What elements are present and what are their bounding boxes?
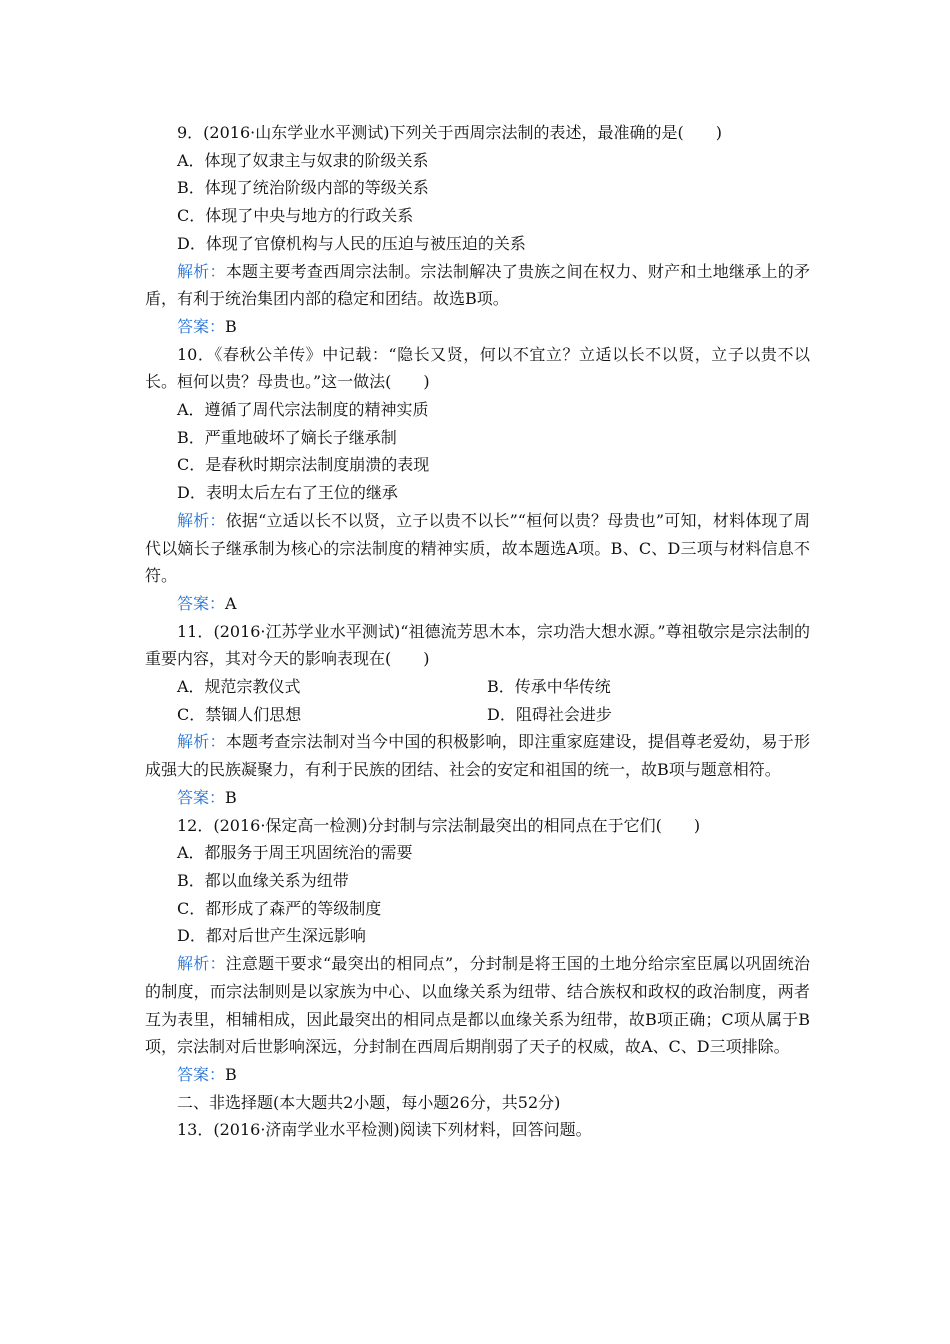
option-c: C．禁锢人们思想: [177, 704, 302, 724]
answer: [145, 313, 810, 341]
analysis-text: 本题主要考查西周宗法制。宗法制解决了贵族之间在权力、财产和土地继承上的矛盾，有利于统治集团内部的稳定和团结。故选B项。: [145, 261, 810, 309]
section-heading: 二、非选择题(本大题共2小题，每小题26分，共52分): [177, 1092, 561, 1112]
option-d: D．体现了官僚机构与人民的压迫与被压迫的关系: [177, 233, 526, 253]
answer-label: 答案：: [177, 787, 226, 807]
option-c: C．都形成了森严的等级制度: [177, 898, 382, 918]
document-page: [145, 119, 810, 1144]
option-d: D．阻碍社会进步: [487, 704, 612, 724]
answer-value: B: [225, 1064, 237, 1084]
option-a: A．都服务于周王巩固统治的需要: [177, 843, 413, 863]
analysis-label: 解析：: [177, 732, 226, 752]
option-b: B．都以血缘关系为纽带: [177, 870, 349, 890]
analysis-label: 解析：: [177, 261, 226, 281]
option-c: C．是春秋时期宗法制度崩溃的表现: [177, 455, 430, 475]
option-d: D．都对后世产生深远影响: [177, 926, 366, 946]
analysis: [145, 728, 810, 783]
analysis: [145, 950, 810, 1061]
option-row: [145, 673, 810, 701]
analysis-text: 注意题干要求“最突出的相同点”，分封制是将王国的土地分给宗室臣属以巩固统治的制度，而宗法制则是以家族为中心、以血缘关系为纽带、结合族权和政权的政治制度，两者互为表里，相辅相成，因此最突出的相同点是都以血缘关系为纽带，故B项正确；C项从属于B项，宗法制对后世影响深远，分封制在西周后期削弱了天子的权威，故A、C、D三项排除。: [145, 954, 810, 1057]
answer-label: 答案：: [177, 593, 226, 613]
question-9: [145, 119, 810, 341]
analysis: [145, 258, 810, 313]
answer-value: A: [225, 593, 237, 613]
question-13-stem: 13．(2016·济南学业水平检测)阅读下列材料，回答问题。: [177, 1120, 592, 1140]
option-a: A．体现了奴隶主与奴隶的阶级关系: [177, 150, 429, 170]
option-b: B．传承中华传统: [487, 677, 611, 697]
answer: [145, 784, 810, 812]
analysis-label: 解析：: [177, 954, 226, 974]
option-b: B．严重地破坏了嫡长子继承制: [177, 427, 397, 447]
question-11: [145, 618, 810, 812]
answer: [145, 590, 810, 618]
option-row: [145, 701, 810, 729]
question-stem: 10．《春秋公羊传》中记载：“隐长又贤，何以不宜立？立适以长不以贤，立子以贵不以长。桓何以贵？母贵也。”这一做法( ): [145, 344, 810, 392]
answer: [145, 1061, 810, 1089]
question-stem: 12．(2016·保定高一检测)分封制与宗法制最突出的相同点在于它们( ): [177, 815, 701, 835]
question-stem: 9．(2016·山东学业水平测试)下列关于西周宗法制的表述，最准确的是( ): [177, 123, 722, 142]
option-b: B．体现了统治阶级内部的等级关系: [177, 178, 429, 198]
option-c: C．体现了中央与地方的行政关系: [177, 206, 414, 226]
option-d: D．表明太后左右了王位的继承: [177, 483, 398, 503]
answer-value: B: [225, 316, 237, 336]
option-a: A．规范宗教仪式: [177, 677, 301, 697]
answer-label: 答案：: [177, 1064, 226, 1084]
analysis-text: 依据“立适以长不以贤，立子以贵不以长”“桓何以贵？母贵也”可知，材料体现了周代以嫡长子继承制为核心的宗法制度的精神实质，故本题选A项。B、C、D三项与材料信息不符。: [145, 510, 810, 586]
analysis: [145, 507, 810, 590]
analysis-text: 本题考查宗法制对当今中国的积极影响，即注重家庭建设，提倡尊老爱幼，易于形成强大的民族凝聚力，有利于民族的团结、社会的安定和祖国的统一，故B项与题意相符。: [145, 732, 810, 780]
option-a: A．遵循了周代宗法制度的精神实质: [177, 400, 429, 420]
answer-label: 答案：: [177, 316, 226, 336]
question-10: [145, 341, 810, 618]
question-stem: 11．(2016·江苏学业水平测试)“祖德流芳思木本，宗功浩大想水源。”尊祖敬宗是宗法制的重要内容，其对今天的影响表现在( ): [145, 621, 810, 669]
answer-value: B: [225, 787, 237, 807]
analysis-label: 解析：: [177, 510, 226, 530]
question-12: [145, 812, 810, 1089]
